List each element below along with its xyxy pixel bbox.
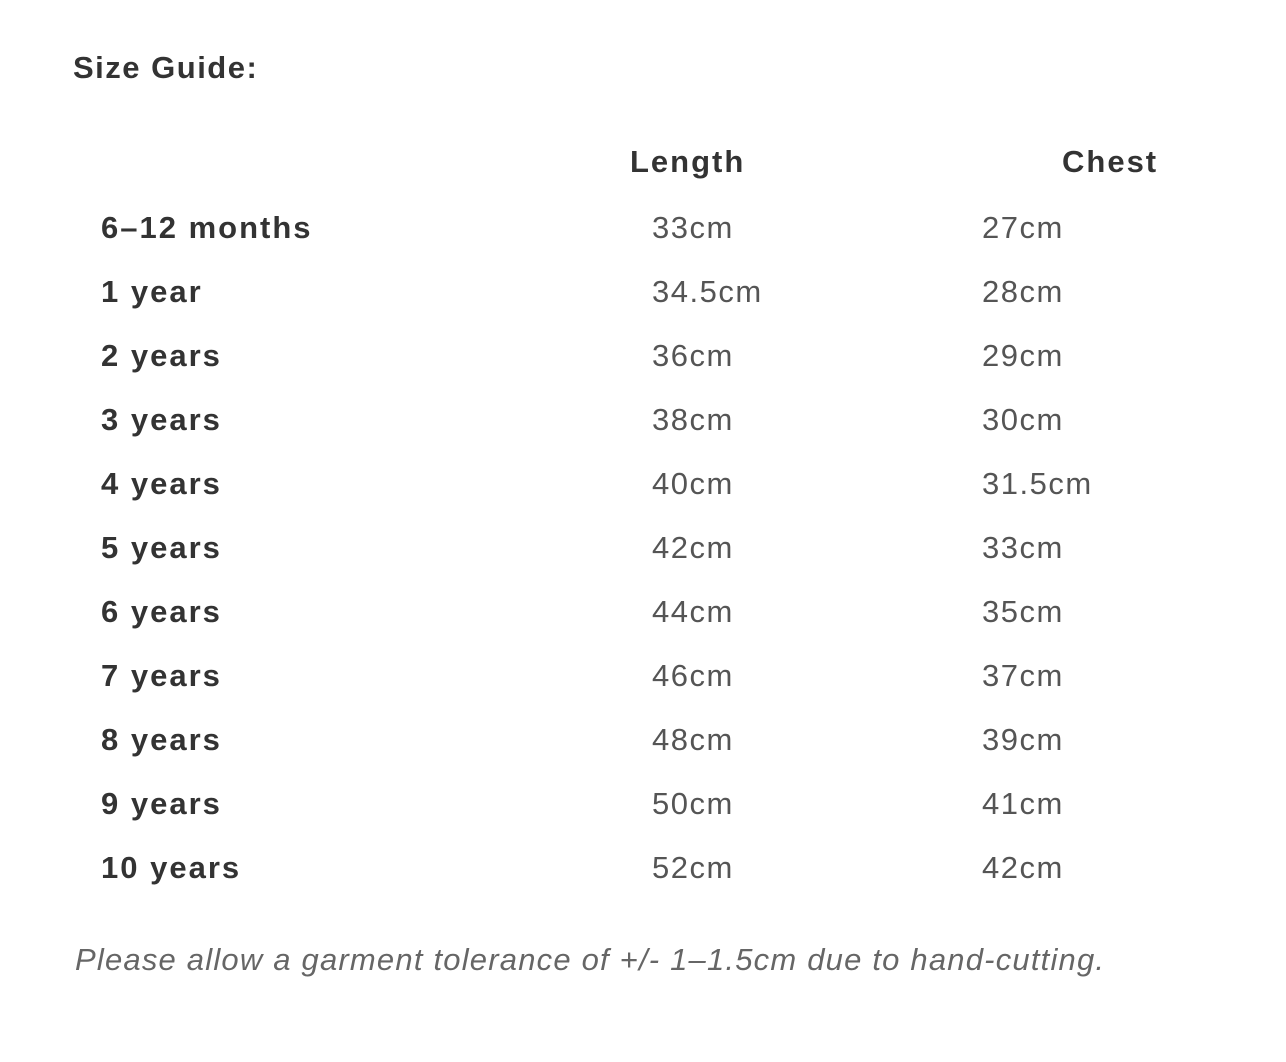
chest-value: 42cm	[982, 850, 1064, 885]
table-row	[0, 772, 1286, 836]
size-label: 4 years	[101, 466, 222, 501]
length-value: 34.5cm	[652, 274, 763, 309]
table-row	[0, 388, 1286, 452]
size-guide-title: Size Guide:	[73, 50, 259, 85]
table-row	[0, 708, 1286, 772]
chest-value: 35cm	[982, 594, 1064, 629]
length-value: 46cm	[652, 658, 734, 693]
length-value: 36cm	[652, 338, 734, 373]
chest-value: 41cm	[982, 786, 1064, 821]
size-label: 1 year	[101, 274, 203, 309]
size-label: 9 years	[101, 786, 222, 821]
size-label: 2 years	[101, 338, 222, 373]
chest-value: 33cm	[982, 530, 1064, 565]
table-row	[0, 580, 1286, 644]
length-value: 42cm	[652, 530, 734, 565]
size-table-body	[0, 196, 1286, 900]
table-row	[0, 324, 1286, 388]
table-row	[0, 260, 1286, 324]
size-label: 3 years	[101, 402, 222, 437]
size-label: 6–12 months	[101, 210, 313, 245]
table-row	[0, 516, 1286, 580]
length-value: 48cm	[652, 722, 734, 757]
size-label: 10 years	[101, 850, 242, 885]
chest-value: 29cm	[982, 338, 1064, 373]
size-label: 6 years	[101, 594, 222, 629]
table-row	[0, 452, 1286, 516]
size-label: 7 years	[101, 658, 222, 693]
table-row	[0, 836, 1286, 900]
length-value: 40cm	[652, 466, 734, 501]
chest-value: 39cm	[982, 722, 1064, 757]
chest-value: 37cm	[982, 658, 1064, 693]
length-value: 44cm	[652, 594, 734, 629]
length-value: 50cm	[652, 786, 734, 821]
size-label: 8 years	[101, 722, 222, 757]
length-value: 38cm	[652, 402, 734, 437]
tolerance-note: Please allow a garment tolerance of +/- 1–1.5cm due to hand-cutting.	[75, 942, 1106, 977]
chest-value: 28cm	[982, 274, 1064, 309]
chest-value: 30cm	[982, 402, 1064, 437]
table-row	[0, 196, 1286, 260]
chest-value: 31.5cm	[982, 466, 1093, 501]
column-header-chest: Chest	[1062, 144, 1159, 179]
length-value: 52cm	[652, 850, 734, 885]
size-label: 5 years	[101, 530, 222, 565]
table-row	[0, 644, 1286, 708]
chest-value: 27cm	[982, 210, 1064, 245]
column-header-length: Length	[630, 144, 746, 179]
length-value: 33cm	[652, 210, 734, 245]
